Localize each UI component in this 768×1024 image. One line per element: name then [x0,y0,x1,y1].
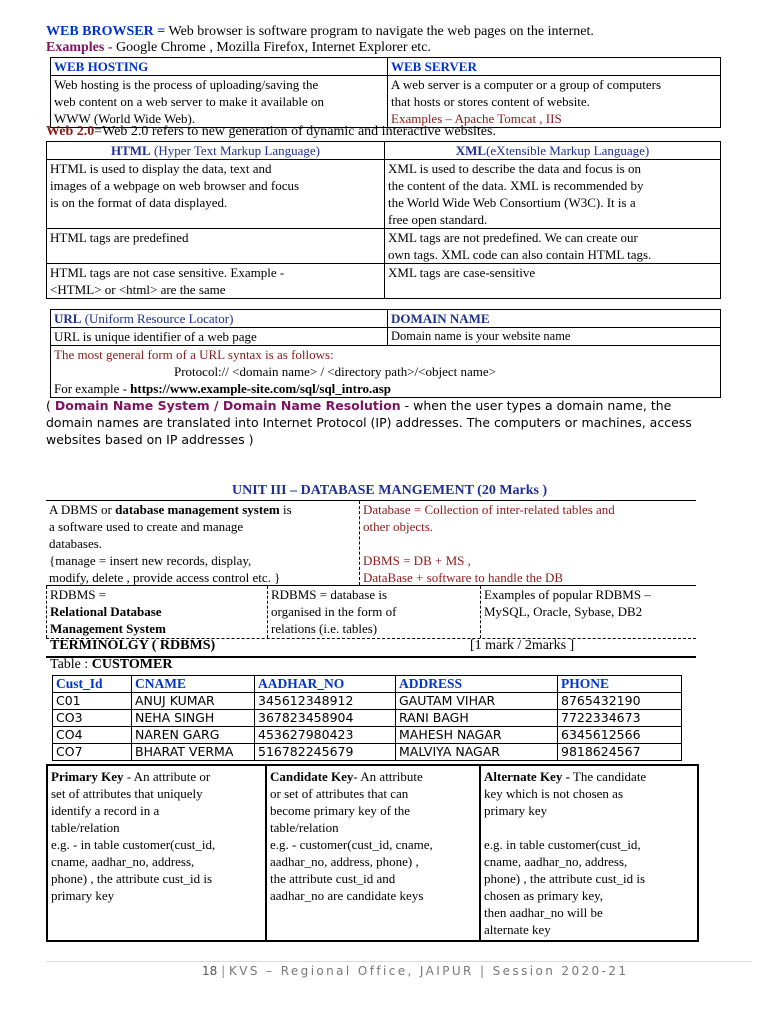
web-browser-definition: WEB BROWSER = Web browser is software program to navigate the web pages on the internet. [46,24,594,39]
web-server-cell: A web server is a computer or a group of computers that hosts or stores content of website. Examples – Apache Tomcat , IIS [388,76,721,128]
dbms-equation: DBMS = DB + MS , [363,553,471,568]
database-definition: Database = Collection of inter-related tables and other objects. DBMS = DB + MS , DataBase + software to handle the DB [363,501,693,586]
alternate-key-title: Alternate Key - [484,769,570,784]
col-aadhar: AADHAR_NO [255,676,396,693]
page-footer: 18 | KVS – Regional Office, JAIPUR | Session 2020-21 [202,964,629,978]
primary-key-cell: Primary Key - An attribute or set of attributes that uniquely identify a record in a table/relation e.g. - in table customer(cust_id, cname, aadhar_no, address, phone) , the attribute cust_id is primary key [47,765,266,941]
dbms-definition: A DBMS or database management system is a software used to create and manage databases. {manage = insert new records, display, modify, delete , provide access control etc. } [49,502,292,585]
web-hosting-heading: WEB HOSTING [51,58,388,76]
url-example: For example - https://www.example-site.com/sql/sql_intro.asp [54,381,392,396]
web2-definition: Web 2.0=Web 2.0 refers to new generation of dynamic and interactive websites. [46,124,496,139]
col-phone: PHONE [558,676,682,693]
domain-name-heading: DOMAIN NAME [388,310,721,328]
dns-highlight: Domain Name System / Domain Name Resolution [54,398,401,413]
url-heading: URL (Uniform Resource Locator) [51,310,388,328]
web-hosting-cell: Web hosting is the process of uploading/saving the web content on a web server to make it available on WWW (World Wide Web). [51,76,388,128]
hosting-server-table [50,57,721,128]
url-definition: URL is unique identifier of a web page [51,328,388,346]
table-row: CO3 NEHA SINGH 367823458904 RANI BAGH 7722334673 [53,710,682,727]
candidate-key-cell: Candidate Key- An attribute or set of attributes that can become primary key of the table/relation e.g. - customer(cust_id, cname, aadhar_no, address, phone) , the attribute cust_id and aadhar_no are candidate keys [266,765,480,941]
url-syntax-line: Protocol:// <domain name> / <directory path>/<object name> [174,364,496,379]
rdbms-examples: Examples of popular RDBMS – MySQL, Oracle, Sybase, DB2 [484,587,651,619]
web-browser-label: WEB BROWSER = [46,24,166,39]
html-heading: HTML (Hyper Text Markup Language) [47,142,385,160]
web-server-heading: WEB SERVER [388,58,721,76]
keys-table [46,764,699,942]
col-cname: CNAME [132,676,255,693]
unit-title: UNIT III – DATABASE MANGEMENT (20 Marks ) [232,483,548,498]
terminology-heading: TERMINOLGY ( RDBMS) [50,638,216,653]
footer-rule [46,961,752,962]
customer-table [52,675,682,761]
url-syntax-title: The most general form of a URL syntax is as follows: [54,347,334,362]
table-row: CO4 NAREN GARG 453627980423 MAHESH NAGAR 6345612566 [53,727,682,744]
xml-row-1: XML is used to describe the data and focus is on the content of the data. XML is recommended by the World Wide Web Consortium (W3C). It is a free open standard. [385,160,721,229]
page-number: 18 [202,964,218,978]
alternate-key-cell: Alternate Key - The candidate key which is not chosen as primary key e.g. in table customer(cust_id, cname, aadhar_no, address, phone) , the attribute cust_id is chosen as primary key, then aadhar_no will be alternate key [480,765,698,941]
xml-row-2: XML tags are not predefined. We can create our own tags. XML code can also contain HTML tags. [385,229,721,264]
url-syntax-cell [51,346,721,398]
rdbms-block [46,585,696,639]
web2-label: Web 2.0 [46,124,95,139]
web-server-examples: Examples – Apache Tomcat , IIS [391,111,562,126]
dbms-block [46,500,696,585]
candidate-key-title: Candidate Key [270,769,354,784]
col-cust-id: Cust_Id [53,676,132,693]
domain-definition: Domain name is your website name [388,328,721,346]
browser-examples: Examples - Google Chrome , Mozilla Firefox, Internet Explorer etc. [46,40,431,55]
rdbms-description: RDBMS = database is organised in the form of relations (i.e. tables) [271,587,397,636]
examples-label: Examples - [46,40,113,55]
table-row: C01 ANUJ KUMAR 345612348912 GAUTAM VIHAR 8765432190 [53,693,682,710]
col-address: ADDRESS [396,676,558,693]
dbms-divider [359,501,360,585]
url-domain-table [50,309,721,398]
customer-header-row [53,676,682,693]
rdbms-fullform: RDBMS = Relational Database Management System [50,587,166,636]
html-row-2: HTML tags are predefined [47,229,385,264]
html-row-1: HTML is used to display the data, text and images of a webpage on web browser and focus is on the format of data displayed. [47,160,385,229]
dns-paragraph: ( Domain Name System / Domain Name Resolution - when the user types a domain name, the domain names are translated into Internet Protocol (IP) addresses. The computers or machines, access websites based on IP addresses ) [46,398,692,447]
html-row-3: HTML tags are not case sensitive. Example - <HTML> or <html> are the same [47,264,385,299]
marks-label: [1 mark / 2marks ] [470,638,575,653]
footer-text: KVS – Regional Office, JAIPUR | Session 2020-21 [228,964,629,978]
primary-key-title: Primary Key [51,769,124,784]
xml-heading: XML(eXtensible Markup Language) [385,142,721,160]
customer-table-label: Table : CUSTOMER [50,657,173,672]
html-xml-table [46,141,721,299]
table-row: CO7 BHARAT VERMA 516782245679 MALVIYA NAGAR 9818624567 [53,744,682,761]
xml-row-3: XML tags are case-sensitive [385,264,721,299]
